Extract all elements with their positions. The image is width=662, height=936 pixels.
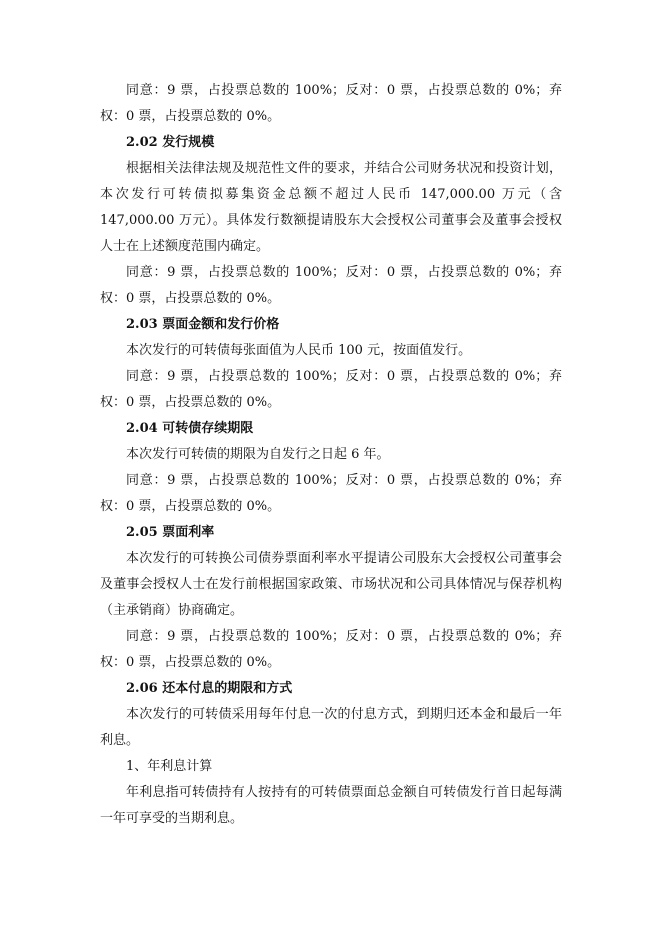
vote-result-paragraph: 同意：9 票，占投票总数的 100%；反对：0 票，占投票总数的 0%；弃权：0 票，占投票总数的 0%。	[100, 369, 562, 410]
section-heading-coupon-rate: 2.05 票面利率	[126, 525, 215, 540]
vote-result-paragraph: 同意：9 票，占投票总数的 100%；反对：0 票，占投票总数的 0%；弃权：0 票，占投票总数的 0%。	[100, 83, 562, 124]
vote-result-paragraph: 同意：9 票，占投票总数的 100%；反对：0 票，占投票总数的 0%；弃权：0 票，占投票总数的 0%。	[100, 473, 562, 514]
issue-size-paragraph: 根据相关法律法规及规范性文件的要求，并结合公司财务状况和投资计划，本次发行可转债拟募集资金总额不超过人民币 147,000.00 万元（含 147,000.00 万元）。具体发行数额提请股东大会授权公司董事会及董事会授权人士在上述额度范围内确定。	[100, 161, 562, 254]
section-heading-repayment: 2.06 还本付息的期限和方式	[126, 681, 293, 696]
section-heading-term: 2.04 可转债存续期限	[126, 421, 254, 436]
section-heading-issue-size: 2.02 发行规模	[126, 135, 215, 150]
annual-interest-paragraph: 年利息指可转债持有人按持有的可转债票面总金额自可转债发行首日起每满一年可享受的当期利息。	[100, 785, 562, 826]
face-value-paragraph: 本次发行的可转债每张面值为人民币 100 元，按面值发行。	[126, 343, 472, 358]
repayment-paragraph: 本次发行的可转债采用每年付息一次的付息方式，到期归还本金和最后一年利息。	[100, 707, 562, 748]
section-heading-face-value: 2.03 票面金额和发行价格	[126, 317, 280, 332]
coupon-rate-paragraph: 本次发行的可转换公司债券票面利率水平提请公司股东大会授权公司董事会及董事会授权人士在发行前根据国家政策、市场状况和公司具体情况与保荐机构（主承销商）协商确定。	[100, 551, 562, 618]
document-page	[100, 78, 562, 832]
vote-result-paragraph: 同意：9 票，占投票总数的 100%；反对：0 票，占投票总数的 0%；弃权：0 票，占投票总数的 0%。	[100, 629, 562, 670]
annual-interest-subheading: 1、年利息计算	[126, 759, 213, 774]
vote-result-paragraph: 同意：9 票，占投票总数的 100%；反对：0 票，占投票总数的 0%；弃权：0 票，占投票总数的 0%。	[100, 265, 562, 306]
term-paragraph: 本次发行可转债的期限为自发行之日起 6 年。	[126, 447, 390, 462]
